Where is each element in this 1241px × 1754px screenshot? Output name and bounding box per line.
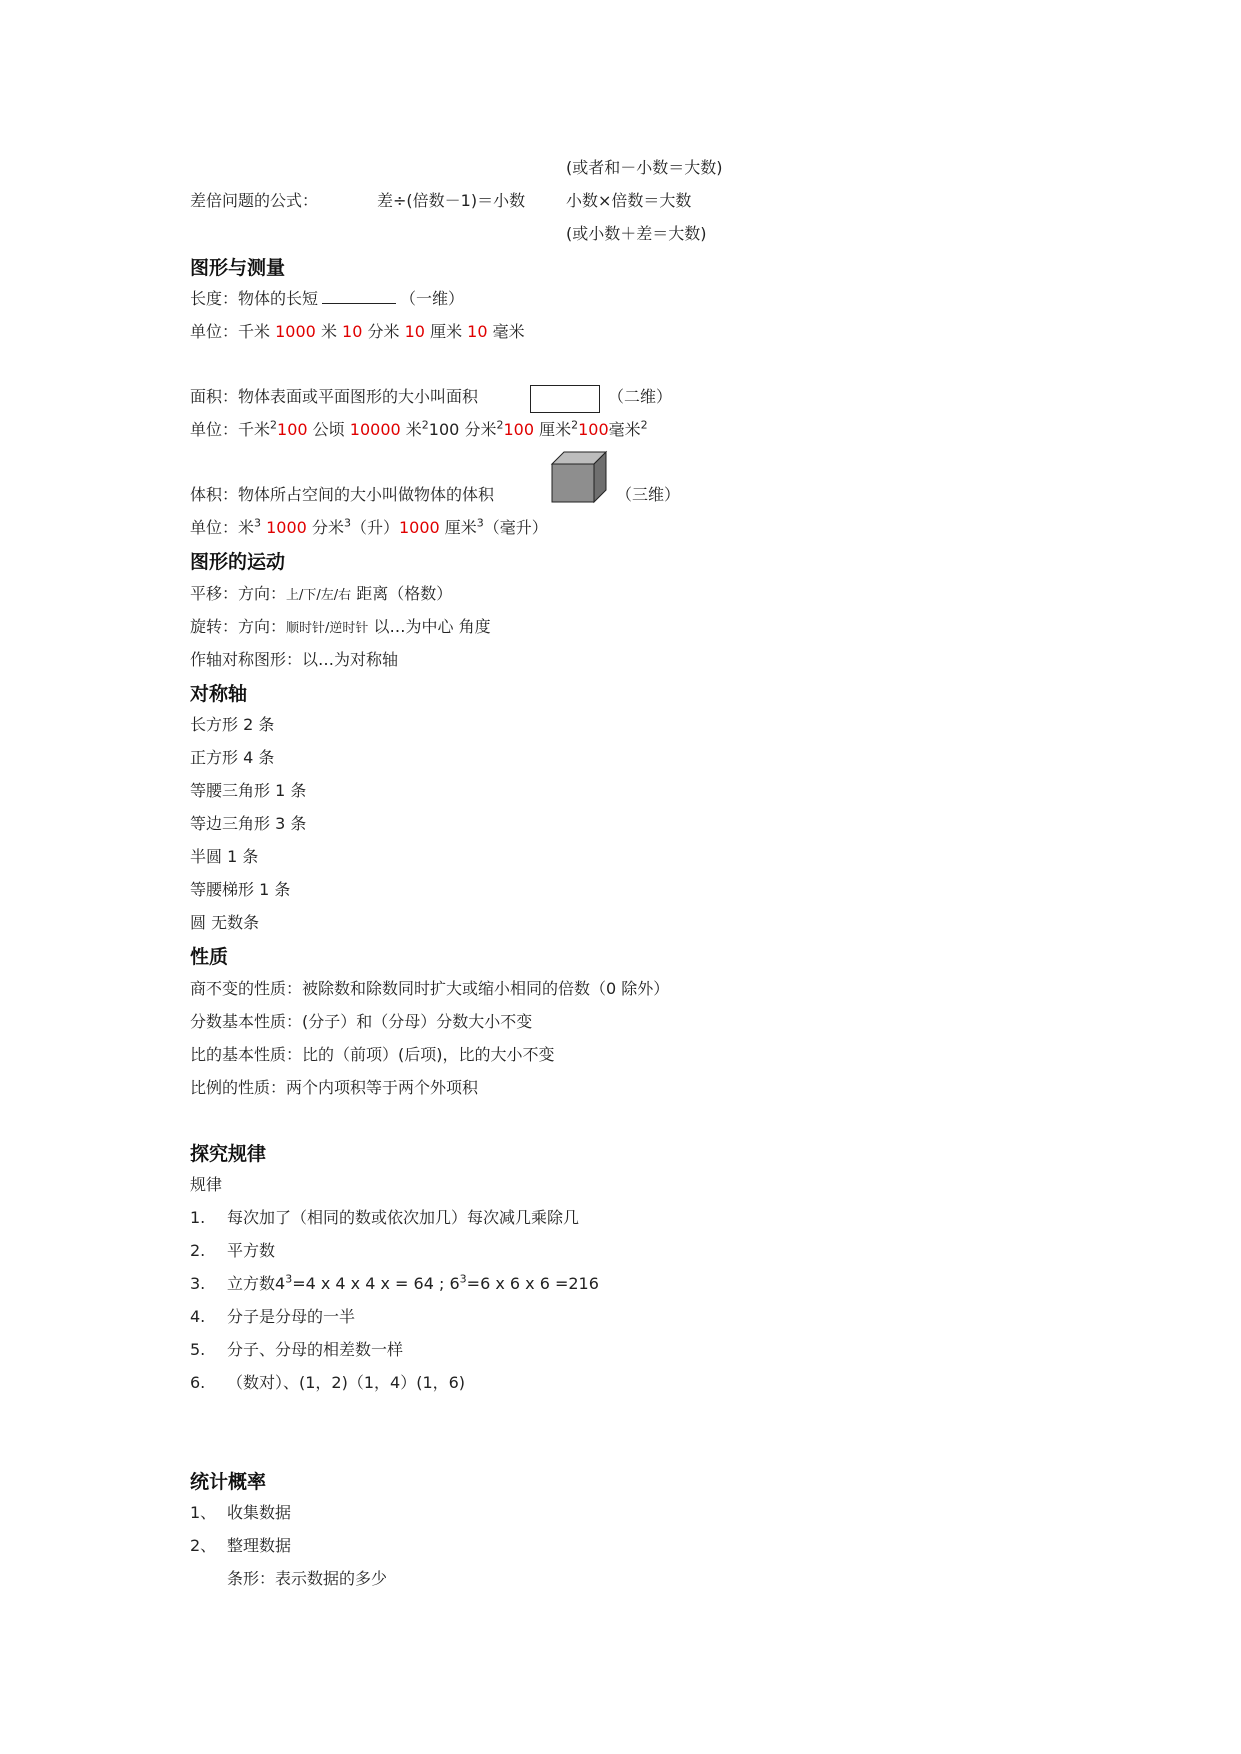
volume-dim: （三维） <box>616 485 681 504</box>
unit-exponent: 2 <box>640 418 648 432</box>
translate-rest: 距离（格数） <box>356 584 453 603</box>
unit-factor: 100 <box>578 420 609 439</box>
pattern-num: 3. <box>190 1274 206 1293</box>
pattern-num: 2. <box>190 1241 206 1260</box>
unit-exponent: 3 <box>254 516 262 530</box>
unit-factor: 10 <box>342 322 363 341</box>
unit-exponent: 3 <box>343 516 351 530</box>
unit-cm: 厘米 <box>444 518 477 537</box>
rectangle-figure <box>530 385 600 413</box>
property-item: 比的基本性质：比的（前项）(后项)，比的大小不变 <box>190 1045 555 1064</box>
unit-label: 单位： <box>190 420 239 439</box>
area-units-line <box>190 420 648 440</box>
unit-factor: 100 <box>503 420 534 439</box>
symmetry-item: 正方形 4 条 <box>190 748 275 767</box>
unit-cm: 厘米 <box>539 420 572 439</box>
pattern-num: 5. <box>190 1340 206 1359</box>
axis-line: 作轴对称图形：以…为对称轴 <box>190 650 399 669</box>
unit-cm: 厘米 <box>430 322 463 341</box>
heading-symmetry: 对称轴 <box>190 683 248 705</box>
unit-km: 千米 <box>238 322 271 341</box>
pattern-text: 平方数 <box>227 1241 276 1260</box>
unit-exponent: 2 <box>421 418 429 432</box>
pattern-num: 4. <box>190 1307 206 1326</box>
property-item: 比例的性质：两个内项积等于两个外项积 <box>190 1078 479 1097</box>
unit-factor: 1000 <box>266 518 307 537</box>
stats-item: 收集数据 <box>227 1503 292 1522</box>
area-dim: （二维） <box>608 387 673 406</box>
pattern-num: 6. <box>190 1373 206 1392</box>
unit-exponent: 2 <box>270 418 278 432</box>
unit-dm: 分米 <box>311 518 344 537</box>
unit-ha: 公顷 <box>312 420 345 439</box>
patterns-sub: 规律 <box>190 1175 223 1194</box>
pattern-text: 立方数4 <box>227 1274 286 1293</box>
heading-properties: 性质 <box>190 946 229 968</box>
unit-label: 单位： <box>190 518 239 537</box>
formula-alt1: (或者和－小数＝大数) <box>566 158 723 177</box>
unit-factor: 1000 <box>398 518 440 537</box>
unit-exponent: 2 <box>571 418 579 432</box>
translate-label: 平移：方向： <box>190 584 287 603</box>
rotate-label: 旋转：方向： <box>190 617 287 636</box>
heading-stats: 统计概率 <box>190 1471 267 1493</box>
symmetry-item: 长方形 2 条 <box>190 715 275 734</box>
unit-factor: 100 <box>277 420 308 439</box>
stats-item: 整理数据 <box>227 1536 292 1555</box>
symmetry-item: 等腰三角形 1 条 <box>190 781 307 800</box>
unit-factor: 10 <box>467 322 488 341</box>
symmetry-item: 半圆 1 条 <box>190 847 259 866</box>
unit-dm: 分米 <box>367 322 400 341</box>
exponent: 3 <box>285 1272 293 1286</box>
unit-label: 单位： <box>190 322 239 341</box>
unit-factor: 100 <box>428 420 460 439</box>
pattern-text: 分子、分母的相差数一样 <box>227 1340 404 1359</box>
property-item: 分数基本性质：(分子）和（分母）分数大小不变 <box>190 1012 533 1031</box>
unit-mm: 毫米 <box>608 420 641 439</box>
formula-alt2: 小数×倍数＝大数 <box>566 191 692 210</box>
unit-km: 千米 <box>238 420 271 439</box>
unit-dm: 分米 <box>464 420 497 439</box>
unit-exponent: 2 <box>496 418 504 432</box>
unit-milliliter: （毫升） <box>483 518 548 537</box>
length-dim: （一维） <box>400 289 465 308</box>
heading-measure: 图形与测量 <box>190 257 286 279</box>
pattern-text: （数对）、(1，2)（1，4）(1，6) <box>227 1373 466 1392</box>
symmetry-item: 等边三角形 3 条 <box>190 814 307 833</box>
pattern-text: 分子是分母的一半 <box>227 1307 356 1326</box>
unit-liter: （升） <box>350 518 399 537</box>
pattern-cube-formula <box>227 1274 599 1294</box>
unit-mm: 毫米 <box>492 322 525 341</box>
volume-units-line <box>190 518 548 538</box>
unit-m: 米 <box>405 420 422 439</box>
formula-alt3: (或小数＋差＝大数) <box>566 224 707 243</box>
heading-patterns: 探究规律 <box>190 1143 267 1165</box>
pattern-text: =6 x 6 x 6 =216 <box>466 1274 599 1293</box>
heading-motion: 图形的运动 <box>190 551 286 573</box>
unit-factor: 10 <box>404 322 425 341</box>
pattern-text: 每次加了（相同的数或依次加几）每次减几乘除几 <box>227 1208 580 1227</box>
stats-num: 2、 <box>190 1536 217 1555</box>
translate-dirs: 上/下/左/右 <box>286 588 352 603</box>
cube-figure <box>550 450 610 506</box>
stats-sub: 条形：表示数据的多少 <box>227 1569 388 1588</box>
symmetry-item: 等腰梯形 1 条 <box>190 880 291 899</box>
translate-line <box>190 584 452 606</box>
property-item: 商不变的性质：被除数和除数同时扩大或缩小相同的倍数（0 除外） <box>190 979 670 998</box>
formula-main: 差÷(倍数－1)＝小数 <box>377 191 526 210</box>
unit-m: 米 <box>238 518 255 537</box>
unit-factor: 1000 <box>275 322 316 341</box>
exponent: 3 <box>459 1272 467 1286</box>
length-blank-line <box>322 289 396 304</box>
symmetry-item: 圆 无数条 <box>190 913 260 932</box>
stats-num: 1、 <box>190 1503 217 1522</box>
formula-label: 差倍问题的公式： <box>190 191 319 210</box>
volume-label: 体积：物体所占空间的大小叫做物体的体积 <box>190 485 495 504</box>
pattern-text: =4 x 4 x 4 x = 64 ; 6 <box>292 1274 460 1293</box>
pattern-num: 1. <box>190 1208 206 1227</box>
unit-m: 米 <box>320 322 337 341</box>
unit-exponent: 3 <box>476 516 484 530</box>
area-label: 面积：物体表面或平面图形的大小叫面积 <box>190 387 479 406</box>
rotate-dirs: 顺时针/逆时针 <box>286 621 369 636</box>
length-units-line <box>190 322 525 342</box>
rotate-rest: 以…为中心 角度 <box>373 617 491 636</box>
rotate-line <box>190 617 491 639</box>
length-label: 长度：物体的长短 <box>190 289 319 308</box>
length-line <box>190 289 464 309</box>
unit-factor: 10000 <box>349 420 401 439</box>
